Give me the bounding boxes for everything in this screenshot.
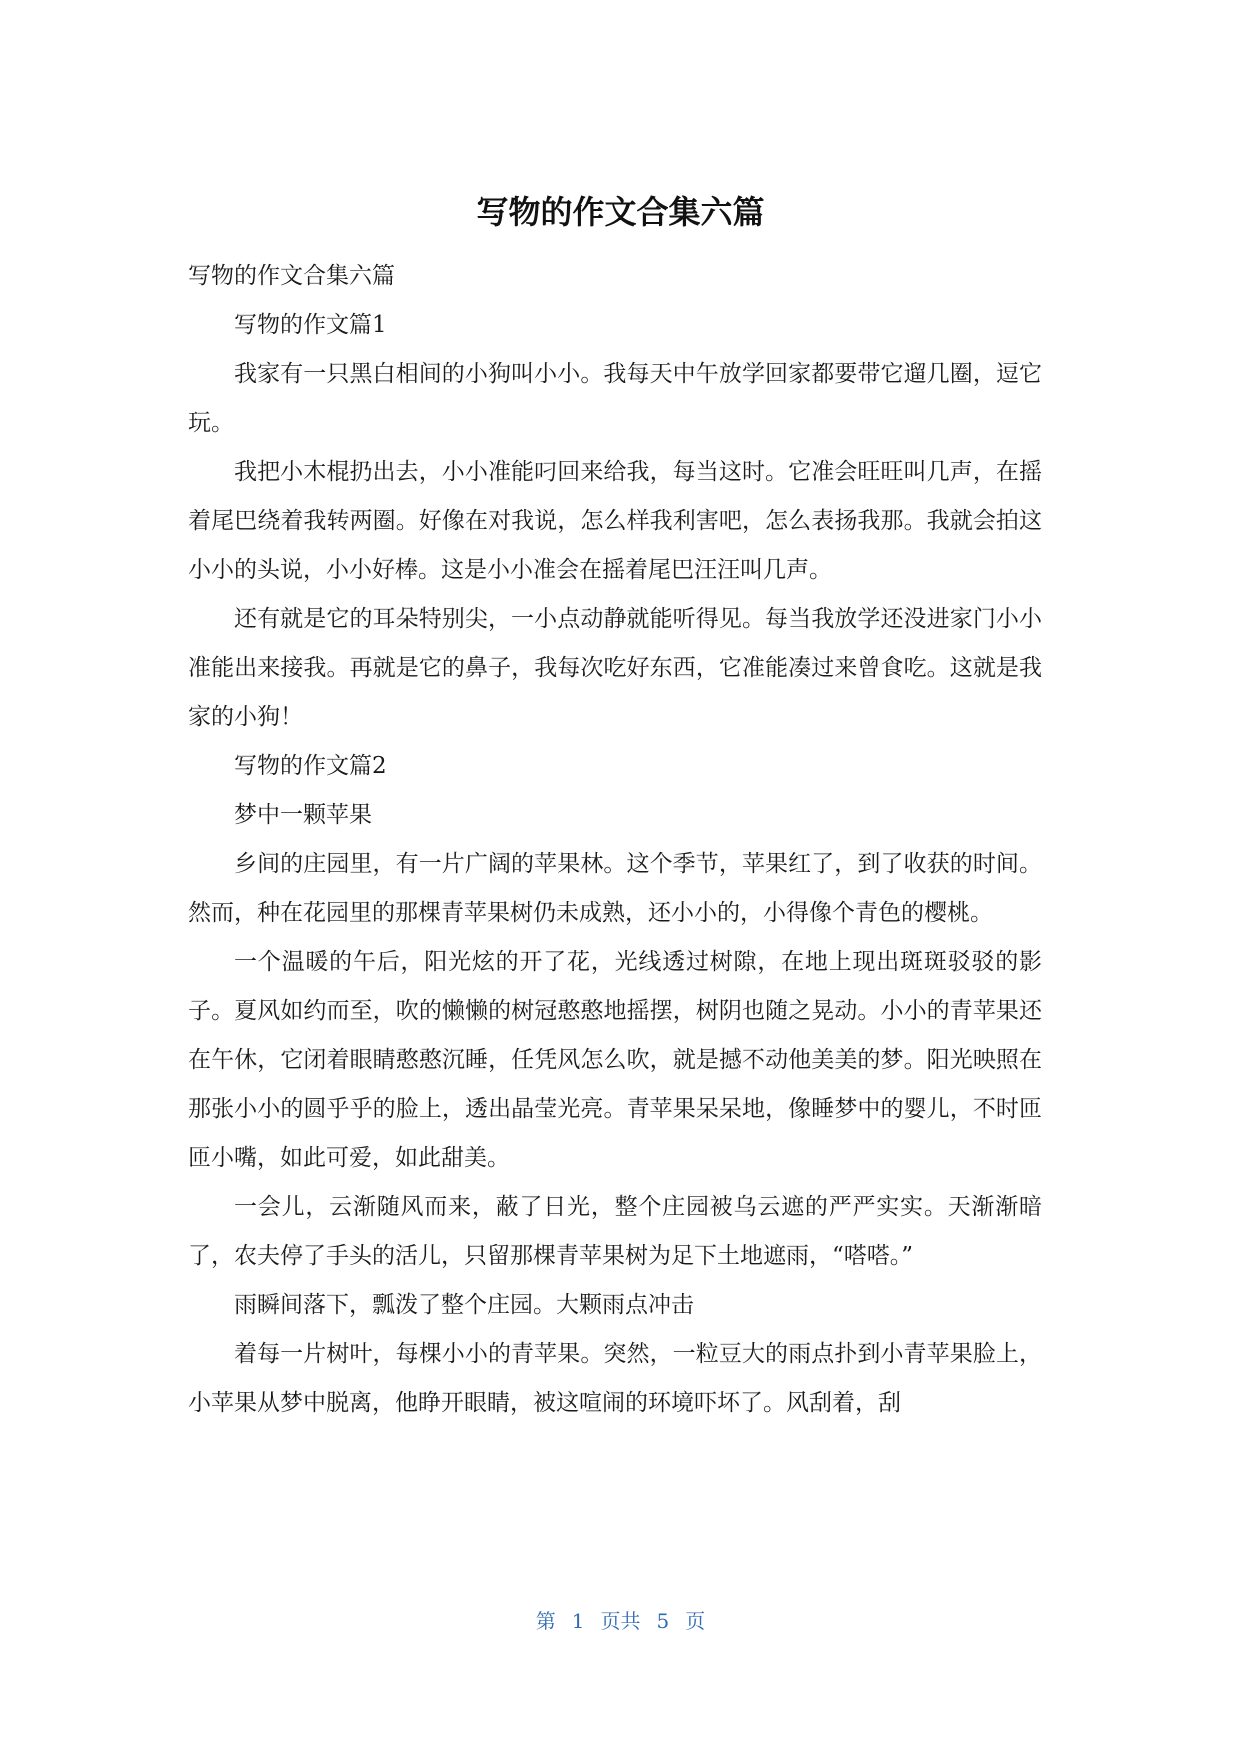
section-heading: 写物的作文篇2	[234, 753, 387, 779]
paragraph: 乡间的庄园里，有一片广阔的苹果林。这个季节，苹果红了，到了收获的时间。然而，种在花园里的那棵青苹果树仍未成熟，还小小的，小得像个青色的樱桃。	[188, 851, 1042, 926]
paragraph: 我家有一只黑白相间的小狗叫小小。我每天中午放学回家都要带它遛几圈，逗它玩。	[188, 361, 1042, 436]
document-title: 写物的作文合集六篇	[476, 193, 765, 231]
page-current: 1	[571, 1609, 585, 1633]
page-total: 5	[656, 1609, 670, 1633]
paragraph: 一个温暖的午后，阳光炫的开了花，光线透过树隙，在地上现出斑斑驳驳的影子。夏风如约而至，吹的懒懒的树冠憨憨地摇摆，树阴也随之晃动。小小的青苹果还在午休，它闭着眼睛憨憨沉睡，任凭风怎么吹，就是撼不动他美美的梦。阳光映照在那张小小的圆乎乎的脸上，透出晶莹光亮。青苹果呆呆地，像睡梦中的婴儿，不时匝匝小嘴，如此可爱，如此甜美。	[188, 949, 1042, 1171]
document-body	[188, 252, 1042, 1428]
page-prefix: 第	[535, 1609, 556, 1633]
page-middle: 页共	[600, 1609, 641, 1633]
paragraph: 雨瞬间落下，瓢泼了整个庄园。大颗雨点冲击	[234, 1292, 694, 1318]
paragraph: 一会儿，云渐随风而来，蔽了日光，整个庄园被乌云遮的严严实实。天渐渐暗了，农夫停了手头的活儿，只留那棵青苹果树为足下土地遮雨，“嗒嗒。”	[188, 1194, 1042, 1269]
paragraph: 着每一片树叶，每棵小小的青苹果。突然，一粒豆大的雨点扑到小青苹果脸上，小苹果从梦中脱离，他睁开眼睛，被这喧闹的环境吓坏了。风刮着，刮	[188, 1341, 1042, 1416]
paragraph: 写物的作文合集六篇	[188, 263, 395, 289]
subheading: 梦中一颗苹果	[234, 802, 372, 828]
page-suffix: 页	[685, 1609, 706, 1633]
section-heading: 写物的作文篇1	[234, 312, 387, 338]
paragraph: 我把小木棍扔出去，小小准能叼回来给我，每当这时。它准会旺旺叫几声，在摇着尾巴绕着我转两圈。好像在对我说，怎么样我利害吧，怎么表扬我那。我就会拍这小小的头说，小小好棒。这是小小准会在摇着尾巴汪汪叫几声。	[188, 459, 1042, 583]
paragraph: 还有就是它的耳朵特别尖，一小点动静就能听得见。每当我放学还没进家门小小准能出来接我。再就是它的鼻子，我每次吃好东西，它准能凑过来曾食吃。这就是我家的小狗！	[188, 606, 1042, 730]
page-footer	[0, 1605, 1241, 1634]
